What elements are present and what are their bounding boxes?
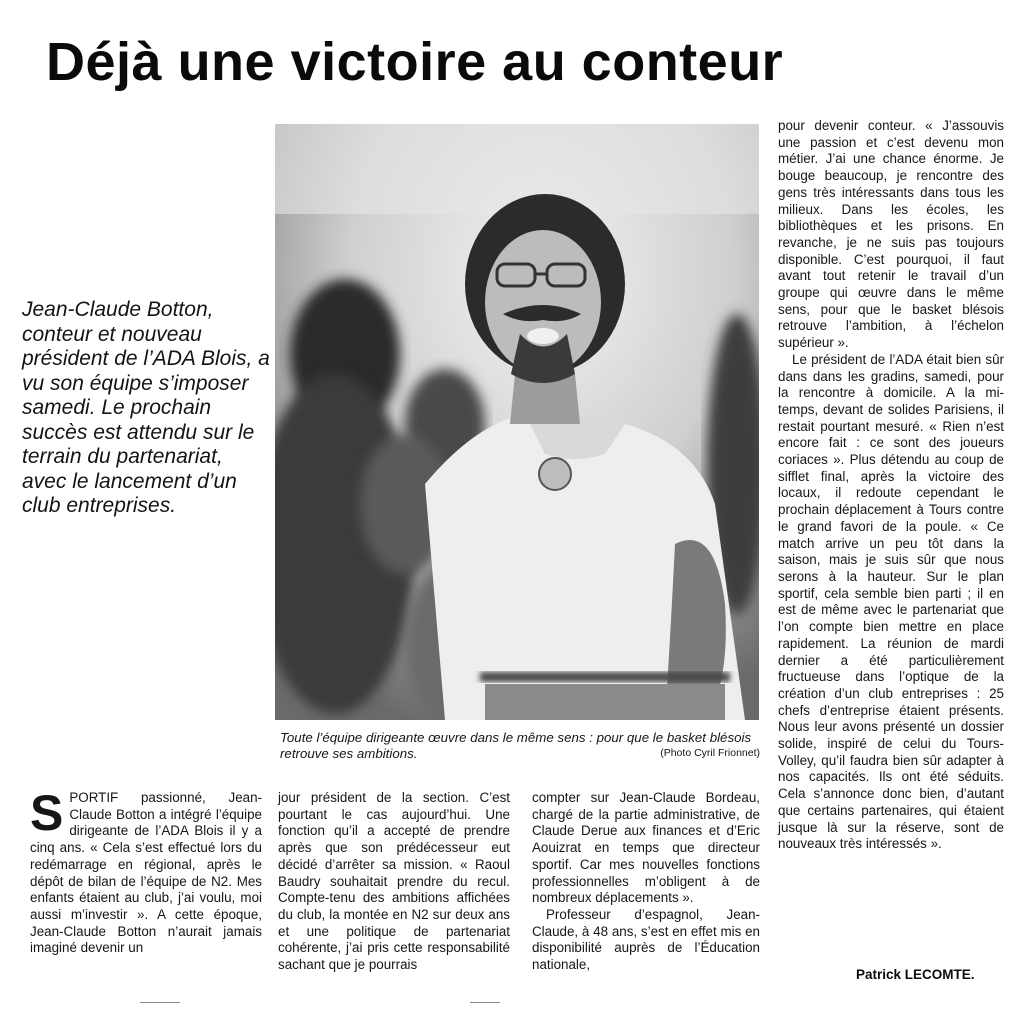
column-1-text: PORTIF passionné, Jean-Claude Botton a intégré l’équipe dirigeante de l’ADA Blois il y a cinq ans. « Cela s’est effectué lors du redémarrage en régional, après le dépôt de bilan de l’équipe de N2. Mes enfants étaient au club, j’ai voulu, moi aussi m’investir ». A cette époque, Jean-Claude Botton n’aurait jamais imaginé devenir un [30, 790, 262, 956]
article-photo [275, 124, 759, 720]
article-column-3 [532, 790, 760, 974]
chapeau-lead: Jean-Claude Botton, conteur et nouveau président de l’ADA Blois, a vu son équipe s’imposer samedi. Le prochain succès est attendu sur le terrain du partenariat, avec le lancement d’un club entreprises. [22, 298, 270, 517]
drop-cap: S [30, 785, 64, 841]
article-column-2 [278, 790, 510, 974]
photo-image [275, 124, 759, 720]
column-3-paragraph-2: Professeur d’espagnol, Jean-Claude, à 48 ans, s’est en effet mis en disponibilité auprès de l’Éducation nationale, [532, 906, 760, 973]
right-paragraph-1: pour devenir conteur. « J’assouvis une passion et c’est devenu mon métier. J’ai une chance énorme. Je bouge beaucoup, je rencontre des gens très intéressants dans tous les milieux. Dans les écoles, les bibliothèques et les prisons. En revanche, je ne suis pas toujours disponible. C’est pourquoi, il faut avant tout retenir le travail d’un groupe qui œuvre dans le même sens, pour que le basket blésois retrouve l’ambition, à l’échelon supérieur ». [778, 118, 1004, 351]
bottom-rule [140, 1002, 180, 1003]
caption-text: Toute l’équipe dirigeante œuvre dans le même sens : pour que le basket blésois retrouve ses ambitions. [280, 730, 752, 761]
photo-credit: (Photo Cyril Frionnet) [660, 746, 760, 759]
headline: Déjà une victoire au conteur [46, 32, 784, 92]
right-paragraph-2: Le président de l’ADA était bien sûr dans dans les gradins, samedi, pour la rencontre à domicile. A la mi-temps, devant de solides Parisiens, il restait pourtant mesuré. « Rien n’est encore fait : ce sont des joueurs coriaces ». Plus détendu au coup de sifflet final, après la victoire des locaux, il redoute cependant le prochain déplacement à Tours contre le grand favori de la poule. « Ce match arrive un peu tôt dans la saison, mais je suis sûr que nous serons à la hauteur. Sur le plan sportif, cela semble bien parti ; il en est de même avec le partenariat que l’on compte bien mettre en place rapidement. La réunion de mardi dernier a été particulièrement fructueuse dans l’optique de la création d’un club entreprises : 25 chefs d’entreprise étaient présents. Nous leur avons présenté un dossier solide, inspiré de celui du Tours-Volley, qu’il faudra bien sûr adapter à nos capacités. Ils ont été séduits. Cela s’annonce donc bien, d’autant que certains partenaires, qui étaient jusque là sur la réserve, sont de nouveaux très intéressés ». [778, 351, 1004, 852]
bottom-rule [470, 1002, 500, 1003]
column-2-text: jour président de la section. C’est pourtant le cas aujourd’hui. Une fonction qu’il a accepté de prendre après que son prédécesseur eut décidé d’arrêter sa mission. « Raoul Baudry souhaitait prendre du recul. Compte-tenu des ambitions affichées du club, la montée en N2 sur deux ans et une politique de partenariat cohérente, j’ai pris cette responsabilité sachant que je pourrais [278, 790, 510, 973]
column-3-paragraph-1: compter sur Jean-Claude Bordeau, chargé de la partie administrative, de Claude Derue aux finances et d’Eric Aouizrat en temps que directeur sportif. Car mes nouvelles fonctions professionnelles m’obligent à de nombreux déplacements ». [532, 790, 760, 906]
photo-caption [280, 730, 760, 761]
author-signature: Patrick LECOMTE. [856, 967, 975, 982]
article-column-right [778, 118, 1004, 853]
article-column-1 [30, 785, 262, 957]
